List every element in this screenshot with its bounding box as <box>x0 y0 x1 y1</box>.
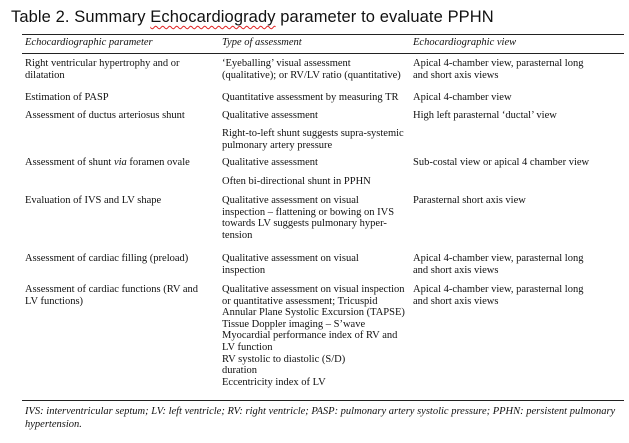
row-parameter: Evaluation of IVS and LV shape <box>25 195 162 206</box>
row-view: Apical 4-chamber view, parasternal long and short axis views <box>413 284 584 307</box>
header-assessment: Type of assessment <box>222 37 302 48</box>
table-top-rule <box>22 34 624 35</box>
row-assessment: Qualitative assessment on visual inspection – flattening or bowing on IVS towards LV suggests pulmonary hyper- tension <box>222 195 395 241</box>
row-view: Apical 4-chamber view, parasternal long and short axis views <box>413 58 584 81</box>
header-view: Echocardiographic view <box>413 37 517 48</box>
row-parameter: Assessment of ductus arteriosus shunt <box>25 110 185 121</box>
row-parameter: Assessment of cardiac functions (RV and LV functions) <box>25 284 199 307</box>
row-assessment-note: Often bi-directional shunt in PPHN <box>222 176 371 187</box>
row-assessment: Qualitative assessment on visual inspection or quantitative assessment; Tricuspid Annular Plane Systolic Excursion (TAPSE) Tissue Doppler imaging – S’wave Myocardial performance index of RV and LV function RV systolic to diastolic (S/D) duration Eccentricity index of LV <box>222 284 405 388</box>
table-header-rule <box>22 53 624 54</box>
row-parameter: Estimation of PASP <box>25 92 109 103</box>
title-prefix: Table 2. Summary <box>11 8 151 26</box>
row-view: High left parasternal ‘ductal’ view <box>413 110 557 121</box>
table-bottom-rule <box>22 400 624 401</box>
row-parameter-post: foramen ovale <box>126 157 190 168</box>
table-footnote: IVS: interventricular septum; LV: left ventricle; RV: right ventricle; PASP: pulmonary artery systolic pressure; PPHN: persistent pulmonary hypertension. <box>25 406 616 430</box>
row-assessment: Qualitative assessment on visual inspection <box>222 253 359 276</box>
row-parameter <box>25 157 215 169</box>
row-parameter-via: via <box>113 157 127 168</box>
row-parameter: Right ventricular hypertrophy and or dilatation <box>25 58 180 81</box>
row-assessment: Qualitative assessment <box>222 110 318 121</box>
title-misspelled-word: Echocardiogrady <box>150 8 276 26</box>
row-assessment: Qualitative assessment <box>222 157 318 168</box>
row-view: Sub-costal view or apical 4 chamber view <box>413 157 590 168</box>
row-assessment: ‘Eyeballing’ visual assessment (qualitative); or RV/LV ratio (quantitative) <box>222 58 401 81</box>
row-assessment-note: Right-to-left shunt suggests supra-systemic pulmonary artery pressure <box>222 128 404 151</box>
row-parameter: Assessment of cardiac filling (preload) <box>25 253 189 264</box>
table-title <box>11 8 494 27</box>
row-view: Apical 4-chamber view, parasternal long and short axis views <box>413 253 584 276</box>
title-suffix: parameter to evaluate PPHN <box>275 8 494 26</box>
header-parameter: Echocardiographic parameter <box>25 37 153 48</box>
row-view: Parasternal short axis view <box>413 195 526 206</box>
row-view: Apical 4-chamber view <box>413 92 512 103</box>
row-parameter-pre: Assessment of shunt <box>25 157 114 168</box>
row-assessment: Quantitative assessment by measuring TR <box>222 92 399 103</box>
